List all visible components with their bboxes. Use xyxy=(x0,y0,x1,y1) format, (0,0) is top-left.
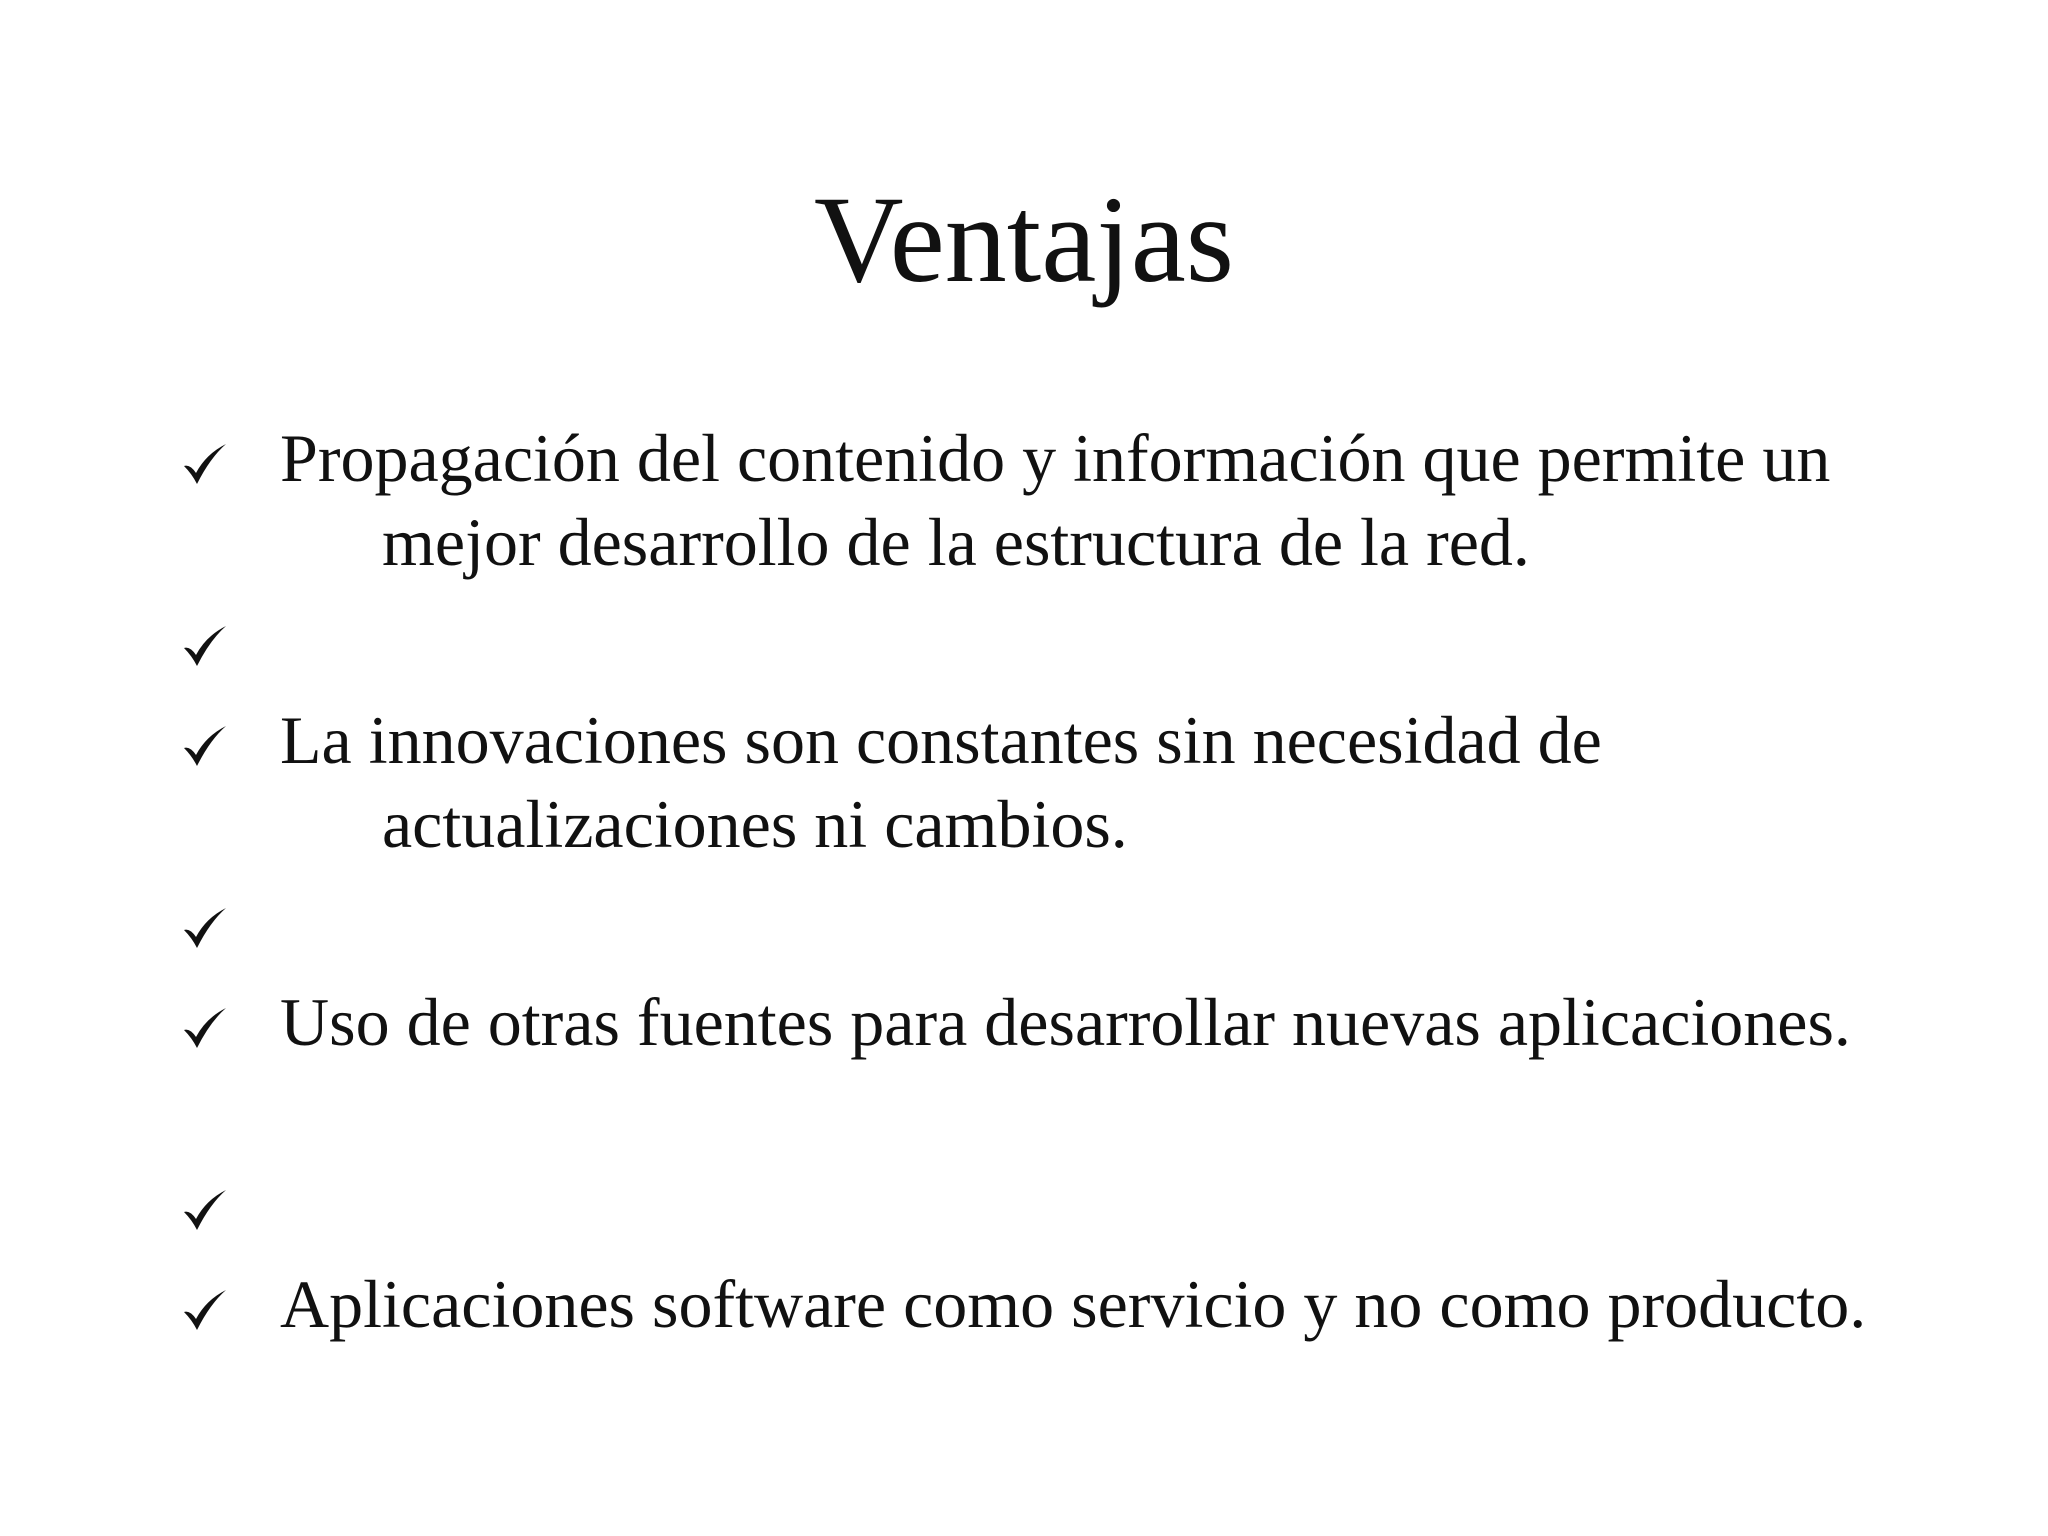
checkmark-icon xyxy=(180,1286,230,1346)
bullet-text: Uso de otras fuentes para desarrollar nuevas aplicaciones. xyxy=(280,984,1851,1060)
checkmark-icon xyxy=(180,1004,230,1064)
checkmark-icon xyxy=(180,622,230,682)
checkmark-icon xyxy=(180,722,230,782)
checkmark-icon xyxy=(180,440,230,500)
bullet-text: La innovaciones son constantes sin necesidad de actualizaciones ni cambios. xyxy=(280,702,1602,862)
bullet-text: Propagación del contenido y información que permite un mejor desarrollo de la estructura de la red. xyxy=(280,420,1831,580)
checkmark-icon xyxy=(180,904,230,964)
checkmark-icon xyxy=(180,1186,230,1246)
slide-title: Ventajas xyxy=(813,171,1235,308)
bullet-text: Aplicaciones software como servicio y no como producto. xyxy=(280,1266,1867,1342)
